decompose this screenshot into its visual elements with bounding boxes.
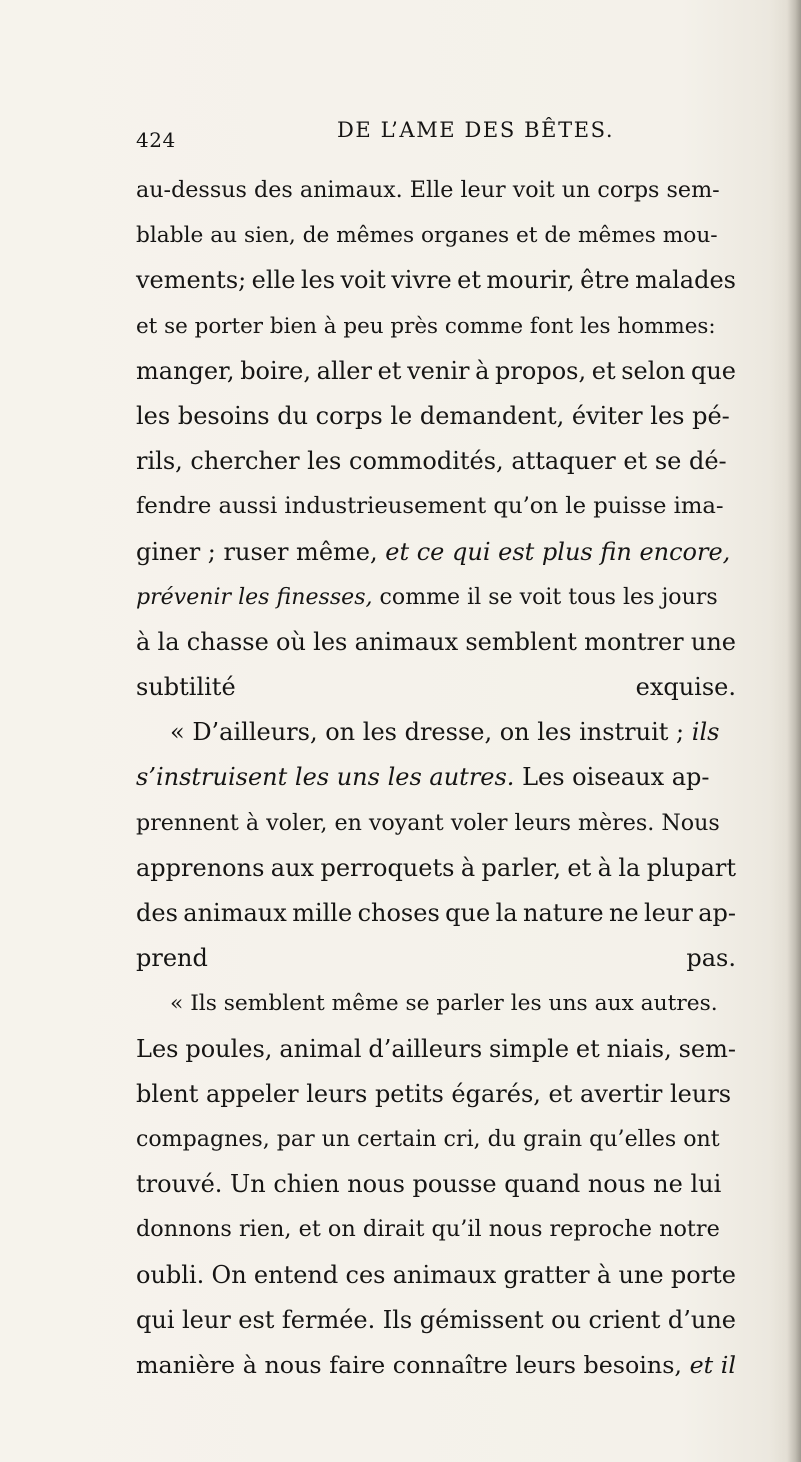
line-text: prend pas. bbox=[136, 944, 736, 973]
line-text: subtilité exquise. bbox=[136, 673, 736, 702]
page-number: 424 bbox=[136, 128, 176, 152]
text-line bbox=[136, 1298, 736, 1343]
line-text: fendre aussi industrieusement qu’on le puisse ima- bbox=[136, 493, 724, 520]
line-text: des animaux mille choses que la nature ne leur ap- bbox=[136, 899, 737, 927]
line-text: donnons rien, et on dirait qu’il nous reproche notre bbox=[136, 1216, 720, 1243]
line-text: compagnes, par un certain cri, du grain qu’elles ont bbox=[136, 1125, 720, 1152]
text-line bbox=[136, 620, 736, 665]
text-line bbox=[136, 349, 736, 394]
line-text: à la chasse où les animaux semblent montrer une bbox=[136, 627, 736, 656]
page-edge-shadow bbox=[787, 0, 801, 1462]
text-line bbox=[136, 1253, 736, 1298]
body-text bbox=[136, 168, 736, 1388]
text-line bbox=[136, 710, 736, 755]
line-text: les besoins du corps le demandent, éviter les pé- bbox=[136, 401, 730, 430]
italic-text: ils bbox=[691, 718, 720, 747]
text-line bbox=[136, 846, 736, 891]
line-text: trouvé. Un chien nous pousse quand nous ne lui bbox=[136, 1170, 722, 1199]
line-text: qui leur est fermée. Ils gémissent ou crient d’une bbox=[136, 1305, 736, 1334]
text-line bbox=[136, 801, 736, 846]
running-header bbox=[136, 118, 736, 158]
italic-text: et ce qui est plus fin encore, bbox=[385, 537, 731, 566]
text-line bbox=[136, 755, 736, 800]
line-text: manière à nous faire connaître leurs besoins, bbox=[136, 1350, 690, 1379]
line-text: blent appeler leurs petits égarés, et avertir leurs bbox=[136, 1079, 732, 1108]
text-line bbox=[136, 439, 736, 484]
text-line bbox=[136, 213, 736, 258]
line-text: blable au sien, de mêmes organes et de mêmes mou- bbox=[136, 223, 718, 249]
line-text: apprenons aux perroquets à parler, et à la plupart bbox=[136, 853, 736, 882]
text-line bbox=[136, 530, 736, 575]
line-text: comme il se voit tous les jours bbox=[372, 584, 718, 610]
text-line bbox=[136, 304, 736, 349]
line-text: « D’ailleurs, on les dresse, on les instruit ; bbox=[170, 718, 692, 747]
text-line bbox=[136, 891, 736, 936]
line-text: rils, chercher les commodités, attaquer et se dé- bbox=[136, 447, 727, 476]
line-text: et se porter bien à peu près comme font les hommes: bbox=[136, 313, 716, 339]
line-text: « Ils semblent même se parler les uns aux autres. bbox=[170, 991, 718, 1017]
line-text: prennent à voler, en voyant voler leurs mères. Nous bbox=[136, 809, 720, 836]
text-line bbox=[136, 258, 736, 303]
italic-text: et il bbox=[689, 1350, 737, 1379]
line-text: oubli. On entend ces animaux gratter à une porte bbox=[136, 1260, 736, 1289]
text-line bbox=[136, 1027, 736, 1072]
text-line bbox=[136, 1343, 736, 1388]
text-line bbox=[136, 1072, 736, 1117]
text-line bbox=[136, 1162, 736, 1207]
italic-text: s’instruisent les uns les autres. bbox=[136, 763, 515, 792]
text-line bbox=[136, 665, 736, 710]
text-line bbox=[136, 1117, 736, 1162]
line-text: Les poules, animal d’ailleurs simple et niais, sem- bbox=[136, 1034, 736, 1063]
italic-text: prévenir les finesses, bbox=[136, 584, 373, 610]
text-line bbox=[136, 394, 736, 439]
line-text: vements; elle les voit vivre et mourir, être malades bbox=[136, 266, 736, 295]
line-text: au-dessus des animaux. Elle leur voit un corps sem- bbox=[136, 177, 720, 203]
running-title: DE L’AME DES BÊTES. bbox=[337, 118, 615, 142]
line-text: manger, boire, aller et venir à propos, et selon que bbox=[136, 356, 736, 385]
line-text: giner ; ruser même, bbox=[136, 537, 386, 566]
text-line bbox=[136, 1207, 736, 1252]
text-line bbox=[136, 575, 736, 620]
text-line bbox=[136, 981, 736, 1026]
text-line bbox=[136, 168, 736, 213]
text-line bbox=[136, 936, 736, 981]
line-text: Les oiseaux ap- bbox=[514, 763, 710, 792]
text-line bbox=[136, 484, 736, 529]
